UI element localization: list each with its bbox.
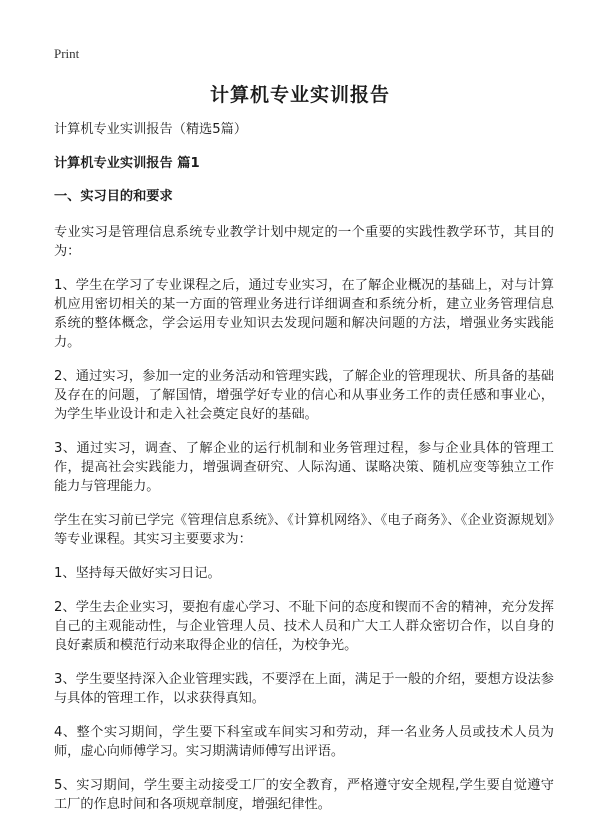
paragraph: 2、学生去企业实习，要抱有虚心学习、不耻下问的态度和锲而不舍的精神，充分发挥自己的主观能动性，与企业管理人员、技术人员和广大工人群众密切合作，以自身的良好素质和模范行动来取得企业的信任，为校争光。 [54,600,554,653]
paragraph: 1、坚持每天做好实习日记。 [54,566,221,581]
section-title: 计算机专业实训报告 篇1 [54,156,200,171]
paragraph: 2、通过实习，参加一定的业务活动和管理实践，了解企业的管理现状、所具备的基础及存在的问题，了解国情，增强学好专业的信心和从事业务工作的责任感和事业心，为学生毕业设计和走入社会奠定良好的基础。 [54,369,554,422]
paragraph: 专业实习是管理信息系统专业教学计划中规定的一个重要的实践性教学环节，其目的为： [54,225,554,259]
document-title: 计算机专业实训报告 [209,84,390,106]
paragraph: 3、学生要坚持深入企业管理实践，不要浮在上面，满足于一般的介绍，要想方设法参与具体的管理工作，以求获得真知。 [54,672,554,706]
document-subtitle: 计算机专业实训报告（精选5篇） [54,122,248,137]
section-heading: 一、实习目的和要求 [54,189,173,204]
paragraph: 学生在实习前已学完《管理信息系统》、《计算机网络》、《电子商务》、《企业资源规划》等专业课程。其实习主要要求为： [54,513,554,547]
paragraph: 3、通过实习，调查、了解企业的运行机制和业务管理过程，参与企业具体的管理工作，提高社会实践能力，增强调查研究、人际沟通、谋略决策、随机应变等独立工作能力与管理能力。 [54,441,554,494]
paragraph: 1、学生在学习了专业课程之后，通过专业实习，在了解企业概况的基础上，对与计算机应用密切相关的某一方面的管理业务进行详细调查和系统分析，建立业务管理信息系统的整体概念，学会运用专业知识去发现问题和解决问题的方法，增强业务实践能力。 [54,278,554,350]
print-label: Print [54,46,80,61]
paragraph: 5、实习期间，学生要主动接受工厂的安全教育，严格遵守安全规程,学生要自觉遵守工厂的作息时间和各项规章制度，增强纪律性。 [54,778,554,812]
document-body [54,120,554,829]
paragraph: 4、整个实习期间，学生要下科室或车间实习和劳动，拜一名业务人员或技术人员为师，虚心向师傅学习。实习期满请师傅写出评语。 [54,725,554,759]
